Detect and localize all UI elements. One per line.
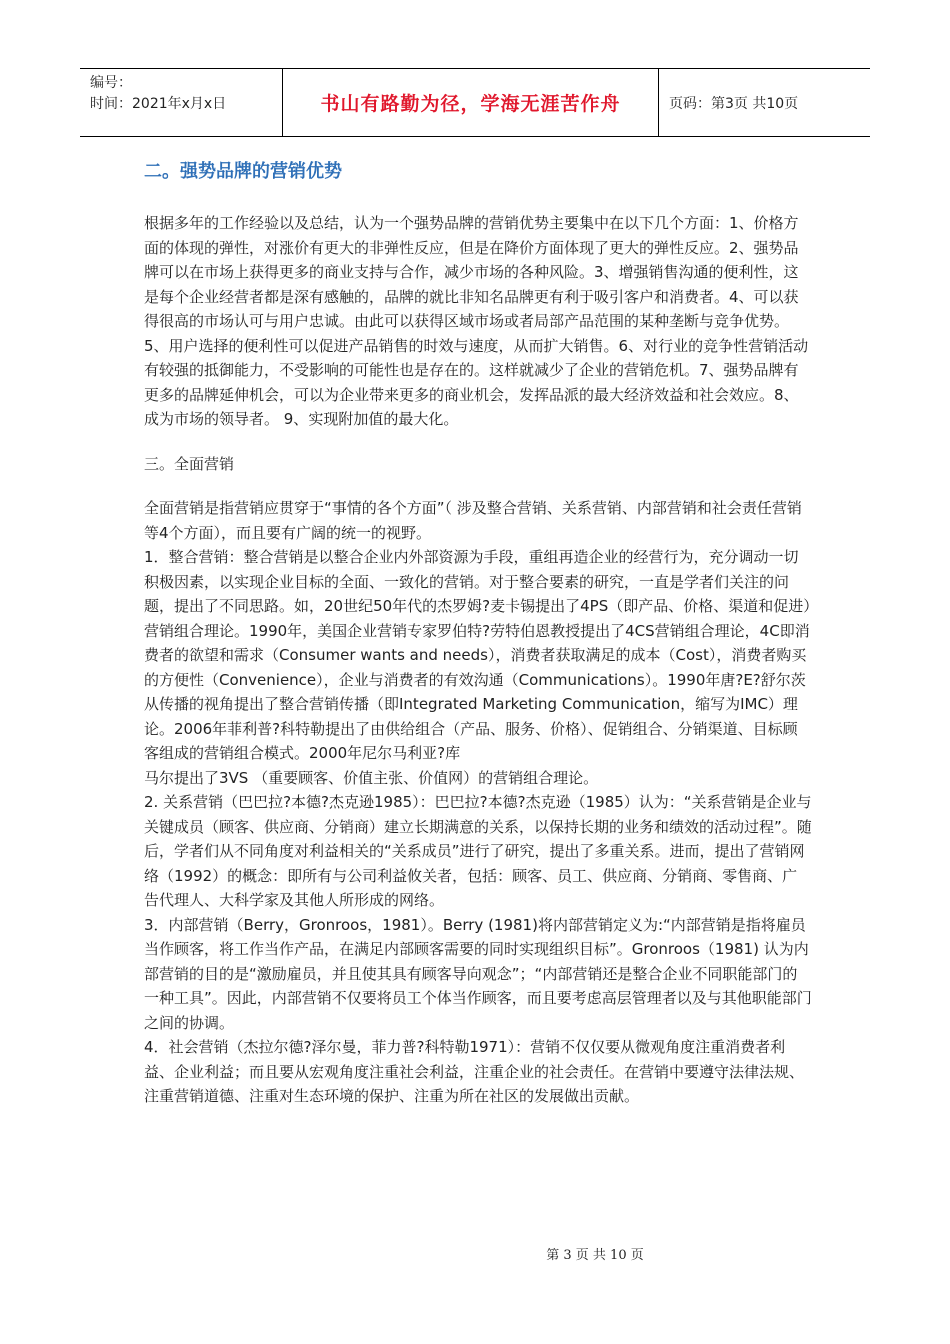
header-motto: 书山有路勤为径，学海无涯苦作舟: [283, 69, 659, 136]
section-3-item-3: 3．内部营销（Berry，Gronroos，1981）。Berry (1981)将内部营销定义为:“内部营销是指将雇员当作顾客，将工作当作产品，在满足内部顾客需要的同时实现组织目标”。Gronroos（1981) 认为内部营销的目的是“激励雇员，并且使其具有顾客导向观念”；“内部营销还是整合企业不同职能部门的一种工具”。因此，内部营销不仅要将员工个体当作顾客，而且要考虑高层管理者以及与其他职能部门之间的协调。: [144, 915, 812, 1032]
section-3-item-4: 4．社会营销（杰拉尔德?泽尔曼，菲力普?科特勒1971）：营销不仅仅要从微观角度注重消费者利益、企业利益；而且要从宏观角度注重社会利益，注重企业的社会责任。在营销中要遵守法律法规、注重营销道德、注重对生态环境的保护、注重为所在社区的发展做出贡献。: [144, 1038, 805, 1105]
document-time-label: 时间：2021年x月x日: [90, 96, 227, 112]
section-3-item-2: 2. 关系营销（巴巴拉?本德?杰克逊1985）：巴巴拉?本德?杰克逊（1985）认为：“关系营销是企业与关键成员（顾客、供应商、分销商）建立长期满意的关系，以保持长期的业务和绩效的活动过程”。随后，学者们从不同角度对利益相关的“关系成员”进行了研究，提出了多重关系。进而，提出了营销网络（1992）的概念：即所有与公司利益攸关者，包括：顾客、员工、供应商、分销商、零售商、广告代理人、大科学家及其他人所形成的网络。: [144, 793, 812, 909]
document-body: [144, 155, 812, 1109]
page-footer: [0, 1244, 950, 1263]
document-number-label: 编号：: [90, 75, 132, 91]
section-3-item-1-continued: 马尔提出了3VS （重要顾客、价值主张、价值网）的营销组合理论。: [144, 768, 599, 787]
section-3-title: 三。全面营销: [144, 454, 235, 473]
section-2-paragraph: 根据多年的工作经验以及总结，认为一个强势品牌的营销优势主要集中在以下几个方面：1、价格方面的体现的弹性，对涨价有更大的非弹性反应，但是在降价方面体现了更大的弹性反应。2、强势品牌可以在市场上获得更多的商业支持与合作，减少市场的各种风险。3、增强销售沟通的便利性，这是每个企业经营者都是深有感触的，品牌的就比非知名品牌更有利于吸引客户和消费者。4、可以获得很高的市场认可与用户忠诚。由此可以获得区域市场或者局部产品范围的某种垄断与竞争优势。5、用户选择的便利性可以促进产品销售的时效与速度，从而扩大销售。6、对行业的竞争性营销活动有较强的抵御能力，不受影响的可能性也是存在的。这样就减少了企业的营销危机。7、强势品牌有更多的品牌延伸机会，可以为企业带来更多的商业机会，发挥品派的最大经济效益和社会效应。8、成为市场的领导者。 9、实现附加值的最大化。: [144, 214, 809, 428]
section-3-item-1: 1．整合营销：整合营销是以整合企业内外部资源为手段，重组再造企业的经营行为，充分调动一切积极因素，以实现企业目标的全面、一致化的营销。对于整合要素的研究，一直是学者们关注的问题，提出了不同思路。如，20世纪50年代的杰罗姆?麦卡锡提出了4PS（即产品、价格、渠道和促进）营销组合理论。1990年，美国企业营销专家罗伯特?劳特伯恩教授提出了4CS营销组合理论，4C即消费者的欲望和需求（Consumer wants and needs），消费者获取满足的成本（Cost），消费者购买的方便性（Convenience），企业与消费者的有效沟通（Communications）。1990年唐?E?舒尔茨从传播的视角提出了整合营销传播（即Integrated Marketing Communication，缩写为IMC）理论。2006年菲利普?科特勒提出了由供给组合（产品、服务、价格）、促销组合、分销渠道、目标顾客组成的营销组合模式。2000年尼尔马利亚?库: [144, 548, 811, 762]
document-header: [80, 68, 870, 137]
section-2-title: 二。强势品牌的营销优势: [144, 161, 342, 182]
header-page-info: 页码：第3页 共10页: [669, 95, 799, 112]
footer-page-number: 第 3 页 共 10 页: [546, 1248, 644, 1263]
section-3-intro: 全面营销是指营销应贯穿于“事情的各个方面”（ 涉及整合营销、关系营销、内部营销和社会责任营销等4个方面），而且要有广阔的统一的视野。: [144, 499, 802, 542]
header-meta: [80, 69, 283, 136]
